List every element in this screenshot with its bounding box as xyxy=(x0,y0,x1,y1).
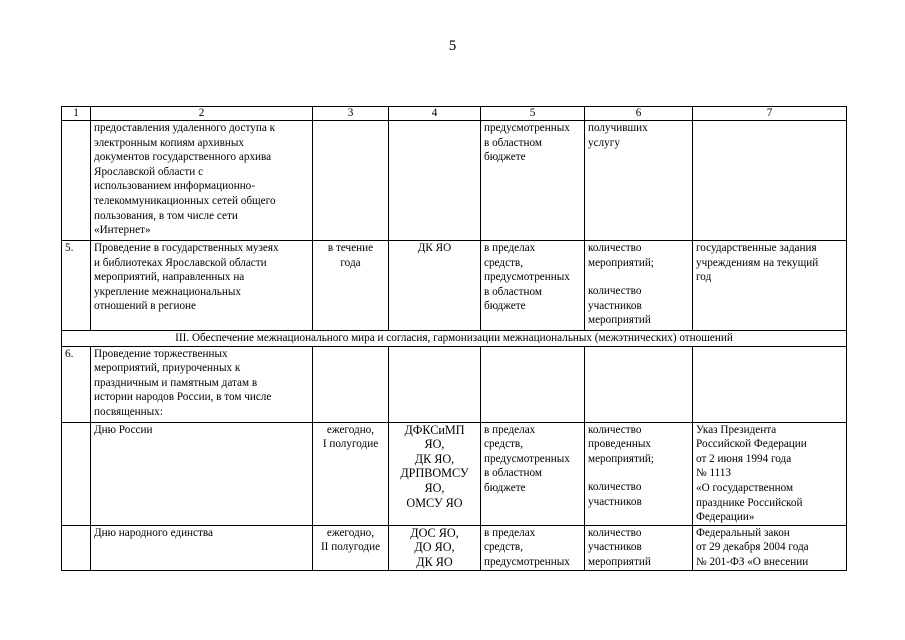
executor-cell: ДК ЯО xyxy=(389,241,481,331)
executor-cell xyxy=(389,121,481,241)
funding-cell xyxy=(481,346,585,422)
column-header: 2 xyxy=(91,107,313,121)
plan-table xyxy=(61,106,847,571)
period-cell xyxy=(313,121,389,241)
row-number-cell xyxy=(62,422,91,525)
column-header: 6 xyxy=(585,107,693,121)
period-cell xyxy=(313,346,389,422)
indicator-cell xyxy=(585,346,693,422)
row-number-cell: 5. xyxy=(62,241,91,331)
column-header: 1 xyxy=(62,107,91,121)
table-row xyxy=(62,121,847,241)
table-row xyxy=(62,525,847,570)
column-header: 5 xyxy=(481,107,585,121)
basis-cell: Указ Президента Российской Федерации от 2 июня 1994 года № 1113 «О государственном празднике Российской Федерации» xyxy=(693,422,847,525)
executor-cell: ДФКСиМП ЯО, ДК ЯО, ДРПВОМСУ ЯО, ОМСУ ЯО xyxy=(389,422,481,525)
basis-cell xyxy=(693,121,847,241)
executor-cell: ДОС ЯО, ДО ЯО, ДК ЯО xyxy=(389,525,481,570)
activity-cell: Проведение торжественных мероприятий, приуроченных к праздничным и памятным датам в истории народов России, в том числе посвященных: xyxy=(91,346,313,422)
column-header: 7 xyxy=(693,107,847,121)
basis-cell xyxy=(693,346,847,422)
row-number-cell: 6. xyxy=(62,346,91,422)
table-row xyxy=(62,241,847,331)
row-number-cell xyxy=(62,121,91,241)
column-header-row xyxy=(62,107,847,121)
activity-cell: Дню народного единства xyxy=(91,525,313,570)
column-header: 3 xyxy=(313,107,389,121)
period-cell: ежегодно, II полугодие xyxy=(313,525,389,570)
row-number-cell xyxy=(62,525,91,570)
basis-cell: государственные задания учреждениям на текущий год xyxy=(693,241,847,331)
funding-cell: предусмотренных в областном бюджете xyxy=(481,121,585,241)
section-title: III. Обеспечение межнационального мира и согласия, гармонизации межнациональных (межэтнических) отношений xyxy=(62,331,847,347)
table-row xyxy=(62,346,847,422)
indicator-cell: количество мероприятий; количество участников мероприятий xyxy=(585,241,693,331)
page-number: 5 xyxy=(448,38,457,54)
activity-cell: предоставления удаленного доступа к электронным копиям архивных документов государственного архива Ярославской области с использованием информационно- телекоммуникационных сетей общего пользования, в том числе сети «Интернет» xyxy=(91,121,313,241)
period-cell: в течение года xyxy=(313,241,389,331)
activity-cell: Дню России xyxy=(91,422,313,525)
funding-cell: в пределах средств, предусмотренных в областном бюджете xyxy=(481,422,585,525)
table-row xyxy=(62,422,847,525)
funding-cell: в пределах средств, предусмотренных xyxy=(481,525,585,570)
executor-cell xyxy=(389,346,481,422)
funding-cell: в пределах средств, предусмотренных в областном бюджете xyxy=(481,241,585,331)
basis-cell: Федеральный закон от 29 декабря 2004 года № 201-ФЗ «О внесении xyxy=(693,525,847,570)
indicator-cell: количество проведенных мероприятий; количество участников xyxy=(585,422,693,525)
activity-cell: Проведение в государственных музеях и библиотеках Ярославской области мероприятий, направленных на укрепление межнациональных отношений в регионе xyxy=(91,241,313,331)
indicator-cell: получивших услугу xyxy=(585,121,693,241)
indicator-cell: количество участников мероприятий xyxy=(585,525,693,570)
column-header: 4 xyxy=(389,107,481,121)
section-row xyxy=(62,331,847,347)
period-cell: ежегодно, I полугодие xyxy=(313,422,389,525)
